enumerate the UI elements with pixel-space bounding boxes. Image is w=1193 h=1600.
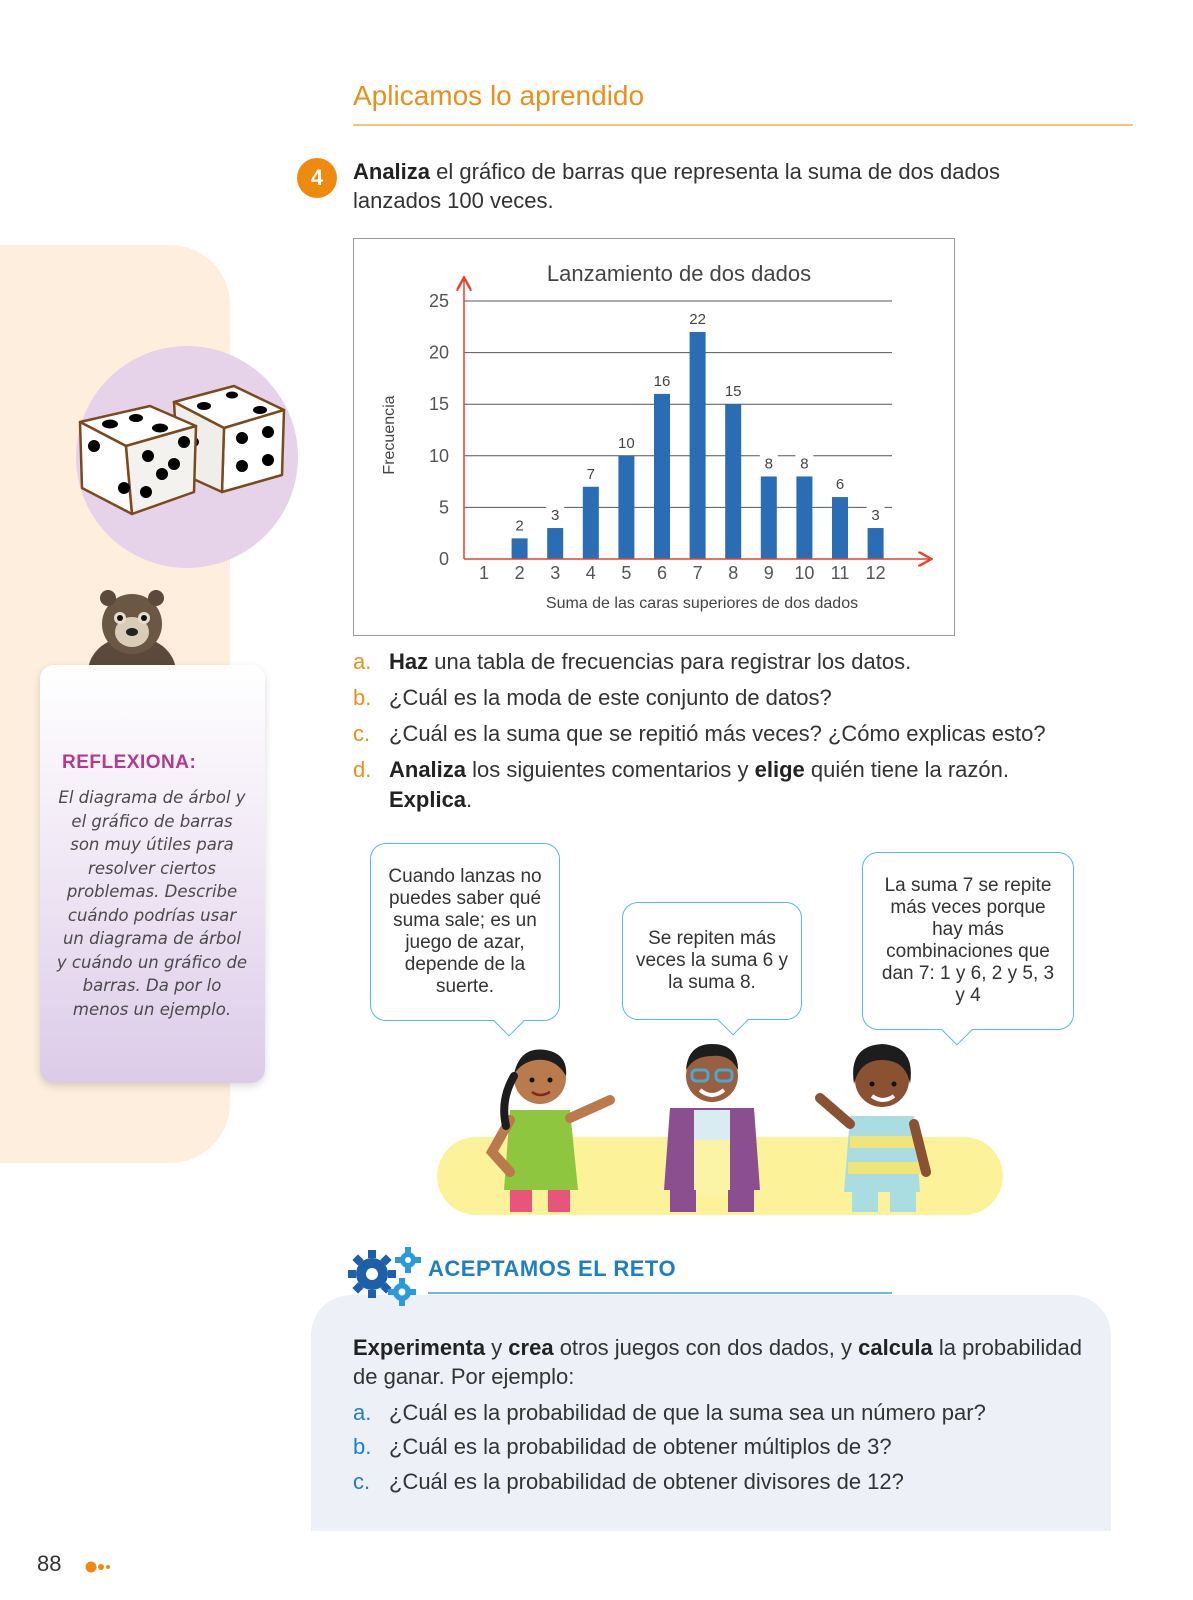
chart-x-tick-label: 5: [621, 563, 632, 583]
girl-right-illustration: [810, 1032, 950, 1215]
reto-item-text: ¿Cuál es la probabilidad de obtener divisores de 12?: [389, 1469, 904, 1494]
chart-data-label: 2: [515, 517, 524, 535]
item-text: una tabla de frecuencias para registrar los datos.: [428, 649, 912, 674]
item-verb: Explica: [389, 787, 467, 812]
reto-item-c: [353, 1467, 1113, 1497]
reto-item-a: [353, 1398, 1113, 1428]
chart-x-tick-label: 6: [656, 563, 668, 583]
chart-bar: [618, 456, 634, 559]
chart-data-label: 3: [551, 507, 560, 525]
girl-illustration: [470, 1040, 635, 1215]
item-letter: b.: [353, 685, 372, 710]
chart-bar: [725, 404, 741, 559]
item-verb: elige: [754, 757, 805, 782]
speech-bubble-2: [622, 902, 802, 1020]
reto-intro-text: y: [485, 1335, 509, 1360]
chart-bar: [796, 476, 812, 559]
chart-x-tick-label: 11: [830, 563, 850, 583]
item-text: ¿Cuál es la suma que se repitió más veces? ¿Cómo explicas esto?: [389, 721, 1046, 746]
chart-bar: [512, 538, 528, 559]
question-number-badge: 4: [297, 158, 337, 198]
chart-data-label: 7: [586, 465, 595, 483]
chart-y-tick-label: 0: [438, 549, 449, 569]
reto-rule: [428, 1292, 892, 1294]
page-number: 88: [37, 1551, 62, 1576]
chart-bar: [654, 394, 670, 559]
reto-title: ACEPTAMOS EL RETO: [428, 1256, 677, 1281]
chart-data-label: 8: [800, 455, 809, 473]
reflexiona-text: El diagrama de árbol y el gráfico de barras son muy útiles para resolver ciertos problemas. Describe cuándo podrías usar un diagrama de árbol y cuándo un gráfico de barras. Da por lo menos un ejemplo.: [56, 788, 248, 1019]
chart-y-tick-label: 15: [428, 394, 449, 415]
item-letter: a.: [353, 649, 372, 674]
chart-x-tick-label: 9: [763, 563, 774, 583]
chart-bar: [868, 528, 884, 559]
chart-title: Lanzamiento de dos dados: [546, 261, 812, 286]
chart-x-tick-label: 3: [550, 563, 561, 583]
reto-intro-text: la probabilidad de ganar. Por ejemplo:: [353, 1335, 1082, 1389]
item-b: [353, 683, 1113, 713]
bar-chart: [354, 239, 953, 634]
chart-y-tick-label: 5: [438, 497, 449, 518]
chart-data-label: 22: [689, 310, 706, 328]
chart-data-label: 3: [871, 507, 880, 525]
question-body: el gráfico de barras que representa la suma de dos dados lanzados 100 veces.: [353, 159, 1000, 213]
chart-data-label: 16: [653, 372, 671, 390]
gears-icon: [346, 1246, 426, 1310]
item-text: ¿Cuál es la moda de este conjunto de datos?: [389, 685, 832, 710]
chart-bar: [547, 528, 563, 559]
chart-x-tick-label: 12: [865, 563, 886, 583]
chart-x-tick-label: 8: [728, 563, 739, 583]
reto-verb: Experimenta: [353, 1335, 486, 1360]
section-title: Aplicamos lo aprendido: [353, 80, 645, 111]
chart-y-tick-label: 25: [428, 291, 449, 311]
item-verb: Analiza: [389, 757, 467, 782]
speech-bubble-2-text: Se repiten más veces la suma 6 y la suma 8.: [635, 928, 789, 993]
reto-verb: calcula: [858, 1335, 933, 1360]
boy-illustration: [652, 1030, 772, 1215]
reto-item-letter: c.: [353, 1469, 371, 1494]
reto-intro: [353, 1333, 1093, 1391]
chart-x-tick-label: 1: [478, 563, 490, 583]
chart-y-tick-label: 20: [428, 342, 449, 363]
question-text: [353, 157, 1053, 215]
speech-bubble-1: [370, 843, 560, 1021]
chart-bar: [583, 487, 599, 559]
chart-data-label: 8: [764, 455, 773, 473]
dice-icon: [74, 380, 294, 530]
chart-y-axis-label: Frecuencia: [381, 395, 398, 475]
chart-bar: [690, 332, 706, 559]
chart-x-tick-label: 4: [585, 563, 596, 583]
section-rule: [353, 124, 1133, 126]
chart-bar: [761, 476, 777, 559]
item-letter: d.: [353, 757, 372, 782]
item-verb: Haz: [389, 649, 429, 674]
item-letter: c.: [353, 721, 371, 746]
reto-intro-text: otros juegos con dos dados, y: [553, 1335, 859, 1360]
chart-data-label: 15: [724, 383, 742, 401]
speech-bubble-3-text: La suma 7 se repite más veces porque hay más combinaciones que dan 7: 1 y 6, 2 y 5, 3 y 4: [881, 875, 1055, 1006]
bar-chart-frame: [353, 238, 955, 636]
speech-bubble-3: [862, 852, 1074, 1030]
item-text: los siguientes comentarios y: [466, 757, 755, 782]
item-text: .: [466, 787, 473, 812]
reto-verb: crea: [508, 1335, 554, 1360]
item-a: [353, 647, 1113, 677]
chart-bar: [832, 497, 848, 559]
speech-bubble-1-text: Cuando lanzas no puedes saber qué suma sale; es un juego de azar, depende de la suerte.: [388, 866, 542, 997]
page-dots-icon: [85, 1561, 115, 1573]
chart-x-tick-label: 7: [692, 563, 703, 583]
reflexiona-title: REFLEXIONA:: [62, 752, 197, 773]
item-d: [353, 755, 1113, 815]
reto-item-text: ¿Cuál es la probabilidad de obtener múltiplos de 3?: [389, 1434, 892, 1459]
chart-x-tick-label: 10: [794, 563, 815, 583]
chart-data-label: 10: [618, 434, 635, 452]
chart-data-label: 6: [835, 476, 845, 494]
reto-item-letter: a.: [353, 1400, 372, 1425]
chart-x-axis-label: Suma de las caras superiores de dos dados: [545, 595, 859, 612]
reto-item-letter: b.: [353, 1434, 372, 1459]
chart-x-tick-label: 2: [514, 563, 525, 583]
reto-item-b: [353, 1432, 1113, 1462]
chart-y-tick-label: 10: [428, 445, 449, 466]
question-verb: Analiza: [353, 159, 431, 184]
reto-item-text: ¿Cuál es la probabilidad de que la suma sea un número par?: [389, 1400, 986, 1425]
item-c: [353, 719, 1113, 749]
item-text: quién tiene la razón.: [804, 757, 1010, 782]
